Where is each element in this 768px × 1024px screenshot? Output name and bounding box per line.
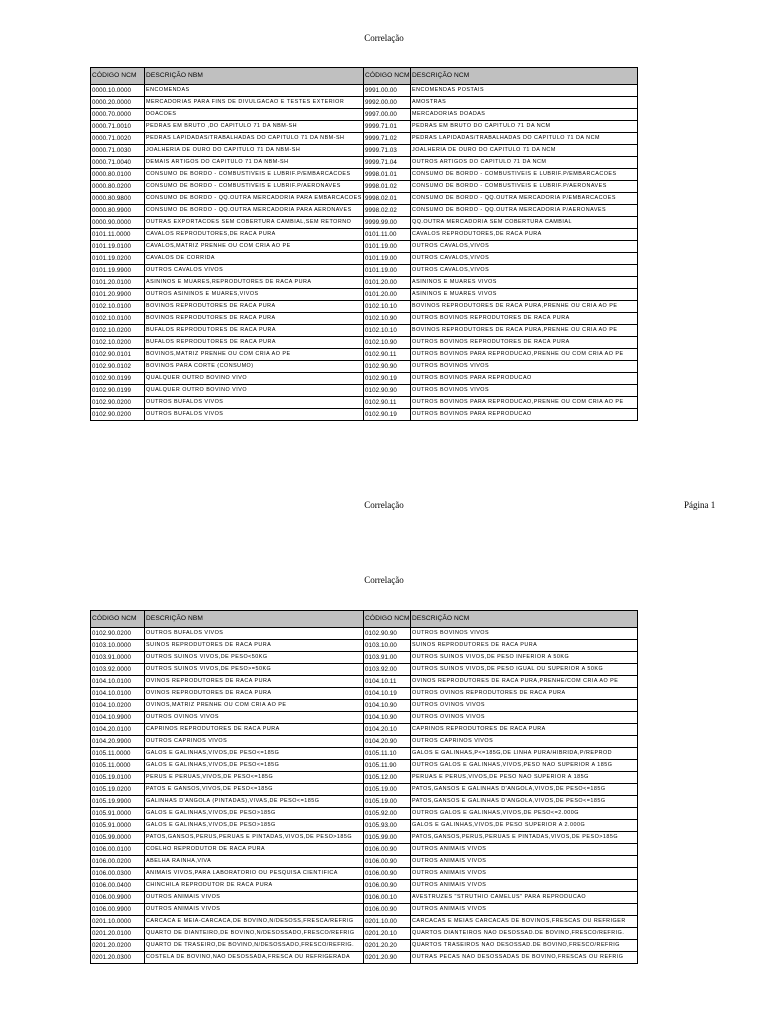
ncm-code-target: 0106.00.90 xyxy=(364,904,411,916)
ncm-code-source: 0102.90.0199 xyxy=(91,385,145,397)
table-row xyxy=(91,277,638,289)
header-descricao-nbm: DESCRIÇÃO NBM xyxy=(145,611,364,628)
ncm-description: ENCOMENDAS POSTAIS xyxy=(411,85,638,97)
table-body xyxy=(91,85,638,421)
ncm-code-source: 0106.00.0200 xyxy=(91,856,145,868)
nbm-description: COELHO REPRODUTOR DE RACA PURA xyxy=(145,844,364,856)
ncm-description: OUTROS OVINOS VIVOS xyxy=(411,712,638,724)
table-header-row xyxy=(91,611,638,628)
ncm-code-source: 0102.90.0199 xyxy=(91,373,145,385)
ncm-code-target: 0102.90.90 xyxy=(364,628,411,640)
ncm-code-source: 0106.00.9900 xyxy=(91,904,145,916)
ncm-description: OUTROS BOVINOS PARA REPRODUCAO xyxy=(411,409,638,421)
table-row xyxy=(91,133,638,145)
header-descricao-ncm: DESCRIÇÃO NCM xyxy=(411,68,638,85)
ncm-code-source: 0102.90.0200 xyxy=(91,409,145,421)
table-row xyxy=(91,313,638,325)
table-row xyxy=(91,856,638,868)
table-row xyxy=(91,109,638,121)
ncm-description: CAPRINOS REPRODUTORES DE RACA PURA xyxy=(411,724,638,736)
nbm-description: OVINOS,MATRIZ PRENHE OU COM CRIA AO PE xyxy=(145,700,364,712)
ncm-code-target: 9999.71.03 xyxy=(364,145,411,157)
ncm-code-target: 0201.20.90 xyxy=(364,952,411,964)
table-row xyxy=(91,349,638,361)
ncm-description: CAVALOS REPRODUTORES,DE RACA PURA xyxy=(411,229,638,241)
ncm-code-target: 9998.01.02 xyxy=(364,181,411,193)
table-row xyxy=(91,85,638,97)
ncm-code-target: 0102.90.11 xyxy=(364,349,411,361)
ncm-description: OUTROS BOVINOS PARA REPRODUCAO,PRENHE OU COM CRIA AO PE xyxy=(411,349,638,361)
ncm-code-target: 0201.20.10 xyxy=(364,928,411,940)
ncm-code-target: 0102.90.19 xyxy=(364,373,411,385)
page-1-title: Correlação xyxy=(364,33,404,43)
ncm-code-source: 0101.19.0100 xyxy=(91,241,145,253)
nbm-description: OVINOS REPRODUTORES DE RACA PURA xyxy=(145,688,364,700)
ncm-code-target: 9998.02.01 xyxy=(364,193,411,205)
table-row xyxy=(91,145,638,157)
table-row xyxy=(91,736,638,748)
ncm-description: CONSUMO DE BORDO - QQ.OUTRA MERCADORIA P/EMBARCACOES xyxy=(411,193,638,205)
nbm-description: ASININOS E MUARES,REPRODUTORES DE RACA PURA xyxy=(145,277,364,289)
ncm-code-target: 0106.00.10 xyxy=(364,892,411,904)
ncm-code-source: 0105.99.0000 xyxy=(91,832,145,844)
ncm-code-source: 0105.19.9900 xyxy=(91,796,145,808)
ncm-code-source: 0104.20.9900 xyxy=(91,736,145,748)
ncm-code-target: 9998.02.02 xyxy=(364,205,411,217)
ncm-code-source: 0000.71.0040 xyxy=(91,157,145,169)
ncm-code-target: 0106.00.90 xyxy=(364,868,411,880)
table-row xyxy=(91,652,638,664)
ncm-code-source: 0105.19.0100 xyxy=(91,772,145,784)
table-row xyxy=(91,880,638,892)
nbm-description: CAVALOS REPRODUTORES,DE RACA PURA xyxy=(145,229,364,241)
ncm-code-source: 0102.10.0100 xyxy=(91,313,145,325)
nbm-description: GALOS E GALINHAS,VIVOS,DE PESO<=185G xyxy=(145,748,364,760)
table-row xyxy=(91,253,638,265)
table-row xyxy=(91,289,638,301)
ncm-description: SUINOS REPRODUTORES DE RACA PURA xyxy=(411,640,638,652)
ncm-code-source: 0106.00.0400 xyxy=(91,880,145,892)
ncm-code-source: 0106.00.0100 xyxy=(91,844,145,856)
nbm-description: OVINOS REPRODUTORES DE RACA PURA xyxy=(145,676,364,688)
ncm-code-source: 0104.10.0100 xyxy=(91,688,145,700)
ncm-code-source: 0000.70.0000 xyxy=(91,109,145,121)
page-1-footer-title: Correlação xyxy=(364,500,404,510)
ncm-description: QUARTOS TRASEIROS NAO DESOSSAD.DE BOVINO,FRESCO/REFRIG xyxy=(411,940,638,952)
header-codigo-ncm-2: CÓDIGO NCM xyxy=(364,611,411,628)
ncm-code-source: 0101.19.9900 xyxy=(91,265,145,277)
nbm-description: OUTROS CAVALOS VIVOS xyxy=(145,265,364,277)
ncm-code-target: 0101.20.00 xyxy=(364,289,411,301)
nbm-description: ENCOMENDAS xyxy=(145,85,364,97)
ncm-code-target: 0201.20.20 xyxy=(364,940,411,952)
ncm-code-source: 0104.20.0100 xyxy=(91,724,145,736)
table-row xyxy=(91,664,638,676)
table-row xyxy=(91,409,638,421)
table-row xyxy=(91,361,638,373)
ncm-code-target: 0101.20.00 xyxy=(364,277,411,289)
ncm-code-target: 0102.90.19 xyxy=(364,409,411,421)
ncm-code-source: 0000.10.0000 xyxy=(91,85,145,97)
nbm-description: CHINCHILA REPRODUTOR DE RACA PURA xyxy=(145,880,364,892)
nbm-description: BOVINOS PARA CORTE (CONSUMO) xyxy=(145,361,364,373)
ncm-description: PATOS,GANSOS,PERUS,PERUAS E PINTADAS,VIVOS,DE PESO>185G xyxy=(411,832,638,844)
ncm-code-target: 0105.92.00 xyxy=(364,808,411,820)
ncm-code-source: 0000.71.0030 xyxy=(91,145,145,157)
header-descricao-ncm: DESCRIÇÃO NCM xyxy=(411,611,638,628)
ncm-code-source: 0103.91.0000 xyxy=(91,652,145,664)
nbm-description: CAVALOS,MATRIZ PRENHE OU COM CRIA AO PE xyxy=(145,241,364,253)
table-row xyxy=(91,688,638,700)
ncm-code-target: 0102.10.10 xyxy=(364,301,411,313)
nbm-description: OUTRAS EXPORTACOES SEM COBERTURA CAMBIAL,SEM RETORNO xyxy=(145,217,364,229)
nbm-description: BOVINOS REPRODUTORES DE RACA PURA xyxy=(145,301,364,313)
ncm-code-target: 0201.10.00 xyxy=(364,916,411,928)
nbm-description: OUTROS BUFALOS VIVOS xyxy=(145,628,364,640)
nbm-description: CONSUMO DE BORDO - QQ.OUTRA MERCADORIA PARA AERONAVES xyxy=(145,205,364,217)
ncm-code-target: 0105.19.00 xyxy=(364,796,411,808)
nbm-description: GALOS E GALINHAS,VIVOS,DE PESO>185G xyxy=(145,808,364,820)
ncm-description: OUTROS ANIMAIS VIVOS xyxy=(411,844,638,856)
table-row xyxy=(91,325,638,337)
nbm-description: OUTROS OVINOS VIVOS xyxy=(145,712,364,724)
ncm-code-source: 0102.90.0102 xyxy=(91,361,145,373)
nbm-description: COSTELA DE BOVINO,NAO DESOSSADA,FRESCA OU REFRIGERADA xyxy=(145,952,364,964)
ncm-code-target: 0104.20.90 xyxy=(364,736,411,748)
table-row xyxy=(91,193,638,205)
ncm-description: CONSUMO DE BORDO - COMBUSTIVEIS E LUBRIF.P/AERONAVES xyxy=(411,181,638,193)
page-2-title: Correlação xyxy=(364,575,404,585)
ncm-description: OUTROS ANIMAIS VIVOS xyxy=(411,856,638,868)
ncm-code-source: 0105.19.0200 xyxy=(91,784,145,796)
ncm-code-target: 0102.10.90 xyxy=(364,313,411,325)
ncm-description: OUTROS BOVINOS REPRODUTORES DE RACA PURA xyxy=(411,313,638,325)
nbm-description: JOALHERIA DE OURO DO CAPITULO 71 DA NBM-SH xyxy=(145,145,364,157)
correlation-table-page-2 xyxy=(90,610,638,964)
ncm-code-source: 0104.10.0100 xyxy=(91,676,145,688)
table-header-row xyxy=(91,68,638,85)
correlation-table-page-1 xyxy=(90,67,638,421)
nbm-description: CONSUMO DE BORDO - COMBUSTIVEIS E LUBRIF.P/AERONAVES xyxy=(145,181,364,193)
nbm-description: GALINHAS D'ANGOLA (PINTADAS),VIVAS,DE PESO<=185G xyxy=(145,796,364,808)
ncm-code-source: 0102.90.0200 xyxy=(91,628,145,640)
nbm-description: QUARTO DE TRASEIRO,DE BOVINO,N/DESOSSADO,FRESCO/REFRIG. xyxy=(145,940,364,952)
table-row xyxy=(91,205,638,217)
ncm-description: PEDRAS LAPIDADAS/TRABALHADAS DO CAPITULO 71 DA NCM xyxy=(411,133,638,145)
table-row xyxy=(91,868,638,880)
ncm-description: OUTROS GALOS E GALINHAS,VIVOS,DE PESO<=2.000G xyxy=(411,808,638,820)
nbm-description: BOVINOS,MATRIZ PRENHE OU COM CRIA AO PE xyxy=(145,349,364,361)
ncm-code-target: 0105.19.00 xyxy=(364,784,411,796)
table-row xyxy=(91,832,638,844)
ncm-description: PERUAS E PERUS,VIVOS,DE PESO NAO SUPERIOR A 185G xyxy=(411,772,638,784)
header-codigo-ncm: CÓDIGO NCM xyxy=(91,611,145,628)
nbm-description: QUARTO DE DIANTEIRO,DE BOVINO,N/DESOSSADO,FRESCO/REFRIG xyxy=(145,928,364,940)
ncm-description: ASININOS E MUARES VIVOS xyxy=(411,289,638,301)
ncm-description: OUTROS GALOS E GALINHAS,VIVOS,PESO NAO SUPERIOR A 185G xyxy=(411,760,638,772)
table-body xyxy=(91,628,638,964)
ncm-code-source: 0103.92.0000 xyxy=(91,664,145,676)
ncm-code-source: 0201.20.0300 xyxy=(91,952,145,964)
table-row xyxy=(91,796,638,808)
ncm-description: OUTROS ANIMAIS VIVOS xyxy=(411,868,638,880)
ncm-code-source: 0105.11.0000 xyxy=(91,748,145,760)
ncm-code-target: 0105.11.90 xyxy=(364,760,411,772)
nbm-description: ABELHA RAINHA,VIVA xyxy=(145,856,364,868)
ncm-code-source: 0106.00.0300 xyxy=(91,868,145,880)
ncm-code-source: 0000.80.9900 xyxy=(91,205,145,217)
ncm-code-target: 0106.00.90 xyxy=(364,844,411,856)
ncm-description: AMOSTRAS xyxy=(411,97,638,109)
ncm-code-target: 0103.91.00 xyxy=(364,652,411,664)
nbm-description: CARCACA E MEIA-CARCACA,DE BOVINO,N/DESOSS,FRESCA/REFRIG xyxy=(145,916,364,928)
ncm-description: PATOS,GANSOS E GALINHAS D'ANGOLA,VIVOS,DE PESO<=185G xyxy=(411,796,638,808)
ncm-description: OUTROS SUINOS VIVOS,DE PESO INFERIOR A 50KG xyxy=(411,652,638,664)
table-row xyxy=(91,241,638,253)
ncm-description: CONSUMO DE BORDO - COMBUSTIVEIS E LUBRIF.P/EMBARCACOES xyxy=(411,169,638,181)
ncm-code-target: 0104.10.19 xyxy=(364,688,411,700)
ncm-code-source: 0000.80.0100 xyxy=(91,169,145,181)
table-row xyxy=(91,676,638,688)
ncm-code-target: 9999.99.00 xyxy=(364,217,411,229)
nbm-description: ANIMAIS VIVOS,PARA LABORATORIO OU PESQUISA CIENTIFICA xyxy=(145,868,364,880)
nbm-description: OUTROS ASININOS E MUARES,VIVOS xyxy=(145,289,364,301)
ncm-code-source: 0201.20.0100 xyxy=(91,928,145,940)
ncm-description: OUTROS CAPRINOS VIVOS xyxy=(411,736,638,748)
table-row xyxy=(91,385,638,397)
table-row xyxy=(91,169,638,181)
ncm-code-target: 0101.11.00 xyxy=(364,229,411,241)
ncm-description: GALOS E GALINHAS,VIVOS,DE PESO SUPERIOR A 2.000G xyxy=(411,820,638,832)
ncm-code-target: 0106.00.90 xyxy=(364,856,411,868)
ncm-code-source: 0201.20.0200 xyxy=(91,940,145,952)
ncm-description: OUTROS OVINOS VIVOS xyxy=(411,700,638,712)
ncm-code-target: 0102.10.90 xyxy=(364,337,411,349)
nbm-description: PATOS E GANSOS,VIVOS,DE PESO<=185G xyxy=(145,784,364,796)
table-row xyxy=(91,229,638,241)
table-row xyxy=(91,217,638,229)
ncm-code-source: 0201.10.0000 xyxy=(91,916,145,928)
ncm-code-source: 0101.19.0200 xyxy=(91,253,145,265)
table-row xyxy=(91,760,638,772)
table-row xyxy=(91,121,638,133)
nbm-description: BUFALOS REPRODUTORES DE RACA PURA xyxy=(145,337,364,349)
ncm-code-target: 9999.71.04 xyxy=(364,157,411,169)
ncm-code-target: 0102.90.90 xyxy=(364,385,411,397)
ncm-code-source: 0102.90.0200 xyxy=(91,397,145,409)
ncm-code-source: 0102.90.0101 xyxy=(91,349,145,361)
ncm-description: AVESTRUZES "STRUTHIO CAMELUS" PARA REPRODUCAO xyxy=(411,892,638,904)
ncm-code-source: 0102.10.0100 xyxy=(91,301,145,313)
table-row xyxy=(91,940,638,952)
ncm-description: OUTROS BOVINOS PARA REPRODUCAO,PRENHE OU COM CRIA AO PE xyxy=(411,397,638,409)
nbm-description: CAPRINOS REPRODUTORES DE RACA PURA xyxy=(145,724,364,736)
ncm-code-target: 0101.19.00 xyxy=(364,253,411,265)
table-row xyxy=(91,784,638,796)
ncm-code-source: 0102.10.0200 xyxy=(91,325,145,337)
nbm-description: CONSUMO DE BORDO - QQ.OUTRA MERCADORIA PARA EMBARCACOES xyxy=(145,193,364,205)
nbm-description: DEMAIS ARTIGOS DO CAPITULO 71 DA NBM-SH xyxy=(145,157,364,169)
nbm-description: OUTROS SUINOS VIVOS,DE PESO>=50KG xyxy=(145,664,364,676)
nbm-description: QUALQUER OUTRO BOVINO VIVO xyxy=(145,385,364,397)
ncm-description: OVINOS REPRODUTORES DE RACA PURA,PRENHE/COM CRIA AO PE xyxy=(411,676,638,688)
ncm-code-source: 0105.11.0000 xyxy=(91,760,145,772)
nbm-description: PERUS E PERUAS,VIVOS,DE PESO<=185G xyxy=(145,772,364,784)
ncm-description: OUTROS BOVINOS VIVOS xyxy=(411,385,638,397)
table-row xyxy=(91,397,638,409)
nbm-description: OUTROS ANIMAIS VIVOS xyxy=(145,904,364,916)
ncm-description: OUTROS CAVALOS,VIVOS xyxy=(411,265,638,277)
ncm-description: QQ.OUTRA MERCADORIA SEM COBERTURA CAMBIAL xyxy=(411,217,638,229)
ncm-code-source: 0103.10.0000 xyxy=(91,640,145,652)
table-row xyxy=(91,337,638,349)
ncm-code-target: 9999.71.01 xyxy=(364,121,411,133)
ncm-code-source: 0101.20.9900 xyxy=(91,289,145,301)
ncm-description: BOVINOS REPRODUTORES DE RACA PURA,PRENHE OU CRIA AO PE xyxy=(411,325,638,337)
ncm-code-target: 9998.01.01 xyxy=(364,169,411,181)
ncm-description: CARCACAS E MEIAS CARCACAS DE BOVINOS,FRESCAS OU REFRIGER xyxy=(411,916,638,928)
nbm-description: MERCADORIAS PARA FINS DE DIVULGACAO E TESTES EXTERIOR xyxy=(145,97,364,109)
ncm-code-source: 0102.10.0200 xyxy=(91,337,145,349)
ncm-description: OUTROS SUINOS VIVOS,DE PESO IGUAL OU SUPERIOR A 50KG xyxy=(411,664,638,676)
table-row xyxy=(91,265,638,277)
nbm-description: CONSUMO DE BORDO - COMBUSTIVEIS E LUBRIF.P/EMBARCACOES xyxy=(145,169,364,181)
nbm-description: OUTROS SUINOS VIVOS,DE PESO<50KG xyxy=(145,652,364,664)
nbm-description: PEDRAS EM BRUTO ,DO CAPITULO 71 DA NBM-SH xyxy=(145,121,364,133)
ncm-code-target: 0104.10.90 xyxy=(364,712,411,724)
ncm-description: OUTROS CAVALOS,VIVOS xyxy=(411,241,638,253)
nbm-description: OUTROS ANIMAIS VIVOS xyxy=(145,892,364,904)
ncm-code-source: 0105.91.0000 xyxy=(91,808,145,820)
table-row xyxy=(91,748,638,760)
ncm-description: OUTROS BOVINOS VIVOS xyxy=(411,361,638,373)
table-row xyxy=(91,181,638,193)
ncm-description: OUTRAS PECAS NAO DESOSSADAS DE BOVINO,FRESCAS OU REFRIG xyxy=(411,952,638,964)
ncm-description: OUTROS ARTIGOS DO CAPITULO 71 DA NCM xyxy=(411,157,638,169)
ncm-code-target: 0104.20.10 xyxy=(364,724,411,736)
ncm-description: OUTROS OVINOS REPRODUTORES DE RACA PURA xyxy=(411,688,638,700)
ncm-description: GALOS E GALINHAS,P<=185G,DE LINHA PURA/HIBRIDA,P/REPROD xyxy=(411,748,638,760)
ncm-code-target: 0105.99.00 xyxy=(364,832,411,844)
ncm-code-target: 0104.10.11 xyxy=(364,676,411,688)
nbm-description: CAVALOS DE CORRIDA xyxy=(145,253,364,265)
ncm-description: OUTROS CAVALOS,VIVOS xyxy=(411,253,638,265)
ncm-description: PATOS,GANSOS E GALINHAS D'ANGOLA,VIVOS,DE PESO<=185G xyxy=(411,784,638,796)
table-row xyxy=(91,301,638,313)
ncm-code-target: 0102.90.90 xyxy=(364,361,411,373)
ncm-description: BOVINOS REPRODUTORES DE RACA PURA,PRENHE OU CRIA AO PE xyxy=(411,301,638,313)
ncm-code-target: 0105.93.00 xyxy=(364,820,411,832)
nbm-description: OUTROS BUFALOS VIVOS xyxy=(145,397,364,409)
nbm-description: PEDRAS LAPIDADAS/TRABALHADAS DO CAPITULO 71 DA NBM-SH xyxy=(145,133,364,145)
ncm-code-source: 0000.80.0200 xyxy=(91,181,145,193)
ncm-description: CONSUMO DE BORDO - QQ.OUTRA MERCADORIA P/AERONAVES xyxy=(411,205,638,217)
ncm-description: OUTROS ANIMAIS VIVOS xyxy=(411,904,638,916)
ncm-code-source: 0000.90.0000 xyxy=(91,217,145,229)
page-number: Página 1 xyxy=(684,500,716,510)
table-row xyxy=(91,772,638,784)
table-row xyxy=(91,700,638,712)
nbm-description: SUINOS REPRODUTORES DE RACA PURA xyxy=(145,640,364,652)
table-row xyxy=(91,892,638,904)
nbm-description: QUALQUER OUTRO BOVINO VIVO xyxy=(145,373,364,385)
ncm-code-target: 0105.12.00 xyxy=(364,772,411,784)
ncm-code-target: 9991.00.00 xyxy=(364,85,411,97)
ncm-description: OUTROS BOVINOS VIVOS xyxy=(411,628,638,640)
table-row xyxy=(91,97,638,109)
nbm-description: OUTROS BUFALOS VIVOS xyxy=(145,409,364,421)
ncm-code-target: 0103.92.00 xyxy=(364,664,411,676)
nbm-description: GALOS E GALINHAS,VIVOS,DE PESO>185G xyxy=(145,820,364,832)
ncm-description: OUTROS ANIMAIS VIVOS xyxy=(411,880,638,892)
table-row xyxy=(91,373,638,385)
table-row xyxy=(91,640,638,652)
ncm-description: OUTROS BOVINOS REPRODUTORES DE RACA PURA xyxy=(411,337,638,349)
table-row xyxy=(91,808,638,820)
header-codigo-ncm: CÓDIGO NCM xyxy=(91,68,145,85)
ncm-code-source: 0000.71.0010 xyxy=(91,121,145,133)
ncm-description: MERCADORIAS DOADAS xyxy=(411,109,638,121)
nbm-description: BOVINOS REPRODUTORES DE RACA PURA xyxy=(145,313,364,325)
ncm-code-target: 9997.00.00 xyxy=(364,109,411,121)
ncm-code-source: 0000.80.9800 xyxy=(91,193,145,205)
header-codigo-ncm-2: CÓDIGO NCM xyxy=(364,68,411,85)
ncm-description: JOALHERIA DE OURO DO CAPITULO 71 DA NCM xyxy=(411,145,638,157)
ncm-code-target: 0103.10.00 xyxy=(364,640,411,652)
table-row xyxy=(91,157,638,169)
ncm-description: PEDRAS EM BRUTO DO CAPITULO 71 DA NCM xyxy=(411,121,638,133)
table-row xyxy=(91,952,638,964)
ncm-code-target: 0101.19.00 xyxy=(364,265,411,277)
nbm-description: DOACOES xyxy=(145,109,364,121)
ncm-code-source: 0000.20.0000 xyxy=(91,97,145,109)
ncm-code-source: 0101.20.0100 xyxy=(91,277,145,289)
ncm-code-target: 0104.10.90 xyxy=(364,700,411,712)
table-row xyxy=(91,844,638,856)
ncm-code-source: 0106.00.9900 xyxy=(91,892,145,904)
ncm-code-source: 0104.10.0200 xyxy=(91,700,145,712)
ncm-description: QUARTOS DIANTEIROS NAO DESOSSAD.DE BOVINO,FRESCO/REFRIG. xyxy=(411,928,638,940)
nbm-description: BUFALOS REPRODUTORES DE RACA PURA xyxy=(145,325,364,337)
nbm-description: GALOS E GALINHAS,VIVOS,DE PESO<=185G xyxy=(145,760,364,772)
nbm-description: PATOS,GANSOS,PERUS,PERUAS E PINTADAS,VIVOS,DE PESO>185G xyxy=(145,832,364,844)
ncm-description: OUTROS BOVINOS PARA REPRODUCAO xyxy=(411,373,638,385)
ncm-code-source: 0105.91.0000 xyxy=(91,820,145,832)
ncm-code-source: 0000.71.0020 xyxy=(91,133,145,145)
ncm-description: ASININOS E MUARES VIVOS xyxy=(411,277,638,289)
table-row xyxy=(91,820,638,832)
ncm-code-target: 0102.90.11 xyxy=(364,397,411,409)
table-row xyxy=(91,712,638,724)
ncm-code-target: 0105.11.10 xyxy=(364,748,411,760)
header-descricao-nbm: DESCRIÇÃO NBM xyxy=(145,68,364,85)
table-row xyxy=(91,904,638,916)
ncm-code-target: 9992.00.00 xyxy=(364,97,411,109)
table-row xyxy=(91,628,638,640)
nbm-description: OUTROS CAPRINOS VIVOS xyxy=(145,736,364,748)
ncm-code-source: 0101.11.0000 xyxy=(91,229,145,241)
ncm-code-target: 9999.71.02 xyxy=(364,133,411,145)
table-row xyxy=(91,928,638,940)
ncm-code-target: 0101.19.00 xyxy=(364,241,411,253)
table-row xyxy=(91,916,638,928)
ncm-code-target: 0102.10.10 xyxy=(364,325,411,337)
table-row xyxy=(91,724,638,736)
ncm-code-target: 0106.00.90 xyxy=(364,880,411,892)
ncm-code-source: 0104.10.9900 xyxy=(91,712,145,724)
